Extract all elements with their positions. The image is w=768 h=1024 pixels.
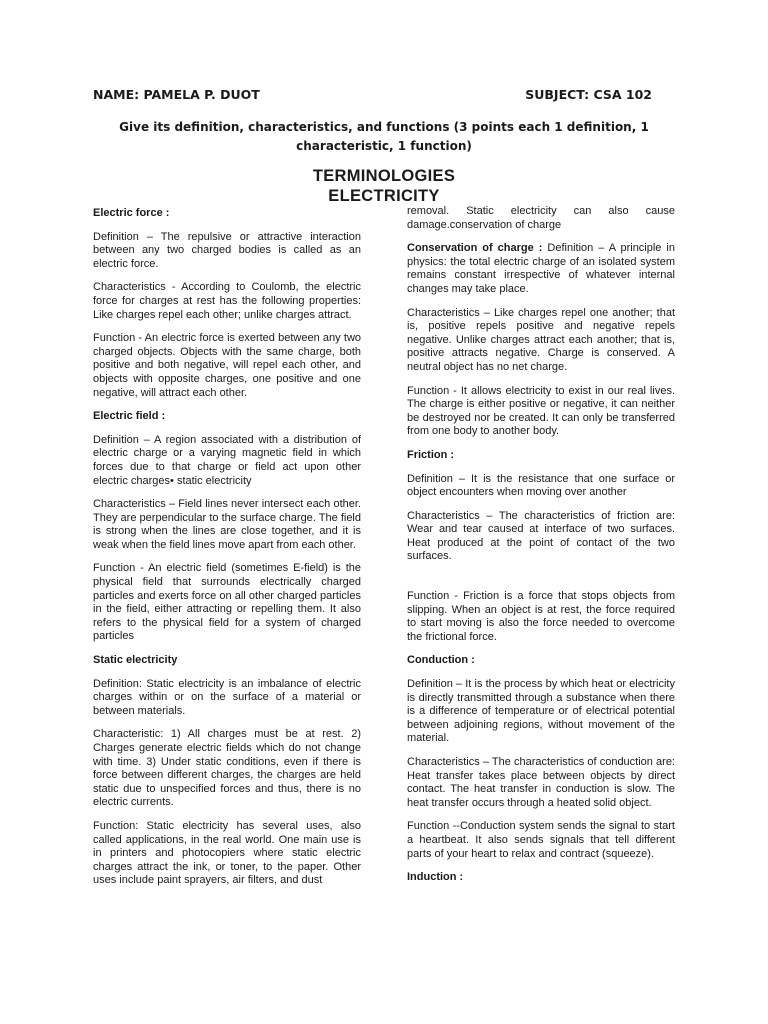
- friction-characteristics: Characteristics – The characteristics of friction are: Wear and tear caused at interface of two surfaces. Heat produced at the point of contact of the two surfaces.: [407, 509, 675, 563]
- right-column: [407, 205, 675, 895]
- electric-field-function: Function - An electric field (sometimes E-field) is the physical field that surrounds electrically charged particles and exerts force on all other charged particles in the field, either attracting or repelling them. It also refers to the physical field for a system of charged particles: [93, 562, 361, 643]
- static-electricity-continued: removal. Static electricity can also cause damage.conservation of charge: [407, 205, 675, 231]
- student-name: NAME: PAMELA P. DUOT: [93, 87, 260, 102]
- electric-force-definition: Definition – The repulsive or attractive interaction between any two charged bodies is called as an electric force.: [93, 230, 361, 270]
- friction-function: Function - Friction is a force that stops objects from slipping. When an object is at rest, the force required to start moving is also the force needed to overcome the frictional force.: [407, 590, 675, 643]
- subject-code: SUBJECT: CSA 102: [525, 87, 652, 102]
- electric-force-characteristics: Characteristics - According to Coulomb, the electric force for charges at rest has the following properties: Like charges repel each other; unlike charges attract.: [93, 281, 361, 321]
- electric-field-characteristics: Characteristics – Field lines never intersect each other. They are perpendicular to the surface charge. The field is strong when the lines are close together, and it is weak when the field lines move apart from each other.: [93, 498, 361, 551]
- conservation-of-charge-characteristics: Characteristics – Like charges repel one another; that is, positive repels positive and negative repels negative. Unlike charges attract each another; that is, positive attracts negative. Charge is conserved. A neutral object has no net charge.: [407, 306, 675, 373]
- static-electricity-function: Function: Static electricity has several uses, also called applications, in the real world. One main use is in printers and photocopiers where static electric charges attract the ink, or toner, to the paper. Other uses include paint sprayers, air filters, and dust: [93, 819, 361, 887]
- conduction-definition: Definition – It is the process by which heat or electricity is directly transmitted through a substance when there is a difference of temperature or of electrical potential between adjoining regions, without movement of the material.: [407, 678, 675, 745]
- assignment-instructions: Give its definition, characteristics, and functions (3 points each 1 definition, 1 characteristic, 1 function): [119, 120, 649, 153]
- section-heading-electric-force: Electric force :: [93, 207, 170, 219]
- conduction-function: Function --Conduction system sends the signal to start a heartbeat. It also sends signals that tell different parts of your heart to relax and contract (squeeze).: [407, 820, 675, 860]
- section-heading-static-electricity: Static electricity: [93, 654, 178, 667]
- conservation-of-charge-definition: [407, 242, 675, 296]
- conservation-of-charge-function: Function - It allows electricity to exist in our real lives. The charge is either positive or negative, it can neither be destroyed nor be created. It can only be transferred from one body to another body.: [407, 384, 675, 438]
- electric-field-definition: Definition – A region associated with a distribution of electric charge or a varying magnetic field in which forces due to that charge or field act upon other electric charges• static electricity: [93, 433, 361, 487]
- section-heading-induction: Induction :: [407, 871, 464, 884]
- document-subtitle: ELECTRICITY: [328, 187, 440, 205]
- document-titles: [0, 166, 768, 206]
- friction-definition: Definition – It is the resistance that one surface or object encounters when moving over another: [407, 472, 675, 499]
- document-title: TERMINOLOGIES: [312, 167, 456, 185]
- section-heading-electric-field: Electric field :: [93, 410, 166, 423]
- conduction-characteristics: Characteristics – The characteristics of conduction are: Heat transfer takes place between objects by direct contact. The heat transfer in conduction is slow. The heat transfer occurs through a heated solid object.: [407, 756, 675, 809]
- section-heading-conservation-of-charge: Conservation of charge :: [407, 242, 543, 255]
- static-electricity-characteristic: Characteristic: 1) All charges must be at rest. 2) Charges generate electric fields which do not change with time. 3) Under static conditions, even if there is force between different charges, the charges are held static due to unspecified forces and thus, there is no electric currents.: [93, 728, 361, 809]
- section-heading-conduction: Conduction :: [407, 654, 475, 667]
- left-column: [93, 207, 361, 898]
- static-electricity-definition: Definition: Static electricity is an imbalance of electric charges within or on the surface of a material or between materials.: [93, 677, 361, 717]
- section-heading-friction: Friction :: [407, 448, 455, 461]
- electric-force-function: Function - An electric force is exerted between any two charged objects. Objects with the same charge, both positive and both negative, will repel each other, and objects with opposite charges, one positive and one negative, will attract each other.: [93, 332, 361, 399]
- document-header: [93, 87, 652, 102]
- conservation-definition-text: Definition – A principle in physics: the total electric charge of an isolated system remains constant irrespective of whatever internal changes may take place.: [407, 242, 675, 295]
